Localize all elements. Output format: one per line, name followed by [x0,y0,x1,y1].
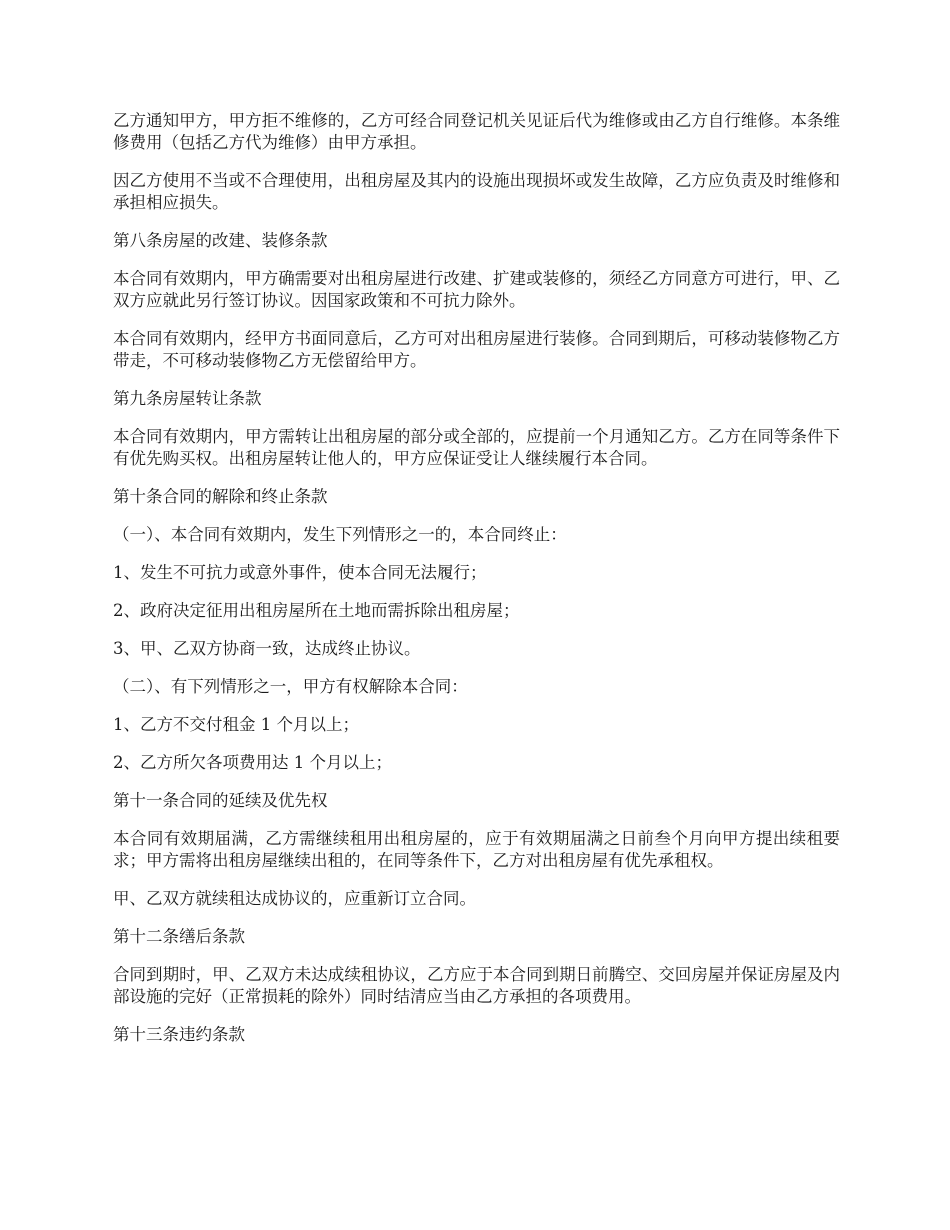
heading-article-9: 第九条房屋转让条款 [113,389,262,408]
paragraph-termination-intro: （一）、本合同有效期内，发生下列情形之一的，本合同终止： [113,525,567,544]
paragraph-transfer: 本合同有效期内，甲方需转让出租房屋的部分或全部的，应提前一个月通知乙方。乙方在同等条件下有优先购买权。出租房屋转让他人的，甲方应保证受让人继续履行本合同。 [113,427,840,468]
paragraph-repair-notice: 乙方通知甲方，甲方拒不维修的，乙方可经合同登记机关见证后代为维修或由乙方自行维修。本条维修费用（包括乙方代为维修）由甲方承担。 [113,111,840,152]
paragraph-landlord-renovation: 本合同有效期内，甲方确需要对出租房屋进行改建、扩建或装修的，须经乙方同意方可进行，甲、乙双方应就此另行签订协议。因国家政策和不可抗力除外。 [113,269,840,310]
paragraph-tenant-decoration: 本合同有效期内，经甲方书面同意后，乙方可对出租房屋进行装修。合同到期后，可移动装修物乙方带走，不可移动装修物乙方无偿留给甲方。 [113,329,840,370]
heading-article-10: 第十条合同的解除和终止条款 [113,487,328,506]
list-item: 1、发生不可抗力或意外事件，使本合同无法履行； [113,563,487,582]
heading-article-8: 第八条房屋的改建、装修条款 [113,231,328,250]
list-item: 2、乙方所欠各项费用达 1 个月以上； [113,753,392,772]
paragraph-expiry-handover: 合同到期时，甲、乙双方未达成续租协议，乙方应于本合同到期日前腾空、交回房屋并保证房屋及内部设施的完好（正常损耗的除外）同时结清应当由乙方承担的各项费用。 [113,965,840,1006]
paragraph-rescission-intro: （二）、有下列情形之一，甲方有权解除本合同： [113,677,468,696]
heading-article-11: 第十一条合同的延续及优先权 [113,791,328,810]
paragraph-renewal: 本合同有效期届满，乙方需继续租用出租房屋的，应于有效期届满之日前叁个月向甲方提出续租要求；甲方需将出租房屋继续出租的，在同等条件下，乙方对出租房屋有优先承租权。 [113,829,840,870]
document-body [113,110,840,1062]
list-item: 1、乙方不交付租金 1 个月以上； [113,715,359,734]
paragraph-improper-use: 因乙方使用不当或不合理使用，出租房屋及其内的设施出现损坏或发生故障，乙方应负责及时维修和承担相应损失。 [113,171,840,212]
heading-article-13: 第十三条违约条款 [113,1025,245,1044]
heading-article-12: 第十二条缮后条款 [113,927,245,946]
paragraph-new-contract: 甲、乙双方就续租达成协议的，应重新订立合同。 [113,889,476,908]
list-item: 2、政府决定征用出租房屋所在土地而需拆除出租房屋； [113,601,520,620]
list-item: 3、甲、乙双方协商一致，达成终止协议。 [113,639,421,658]
